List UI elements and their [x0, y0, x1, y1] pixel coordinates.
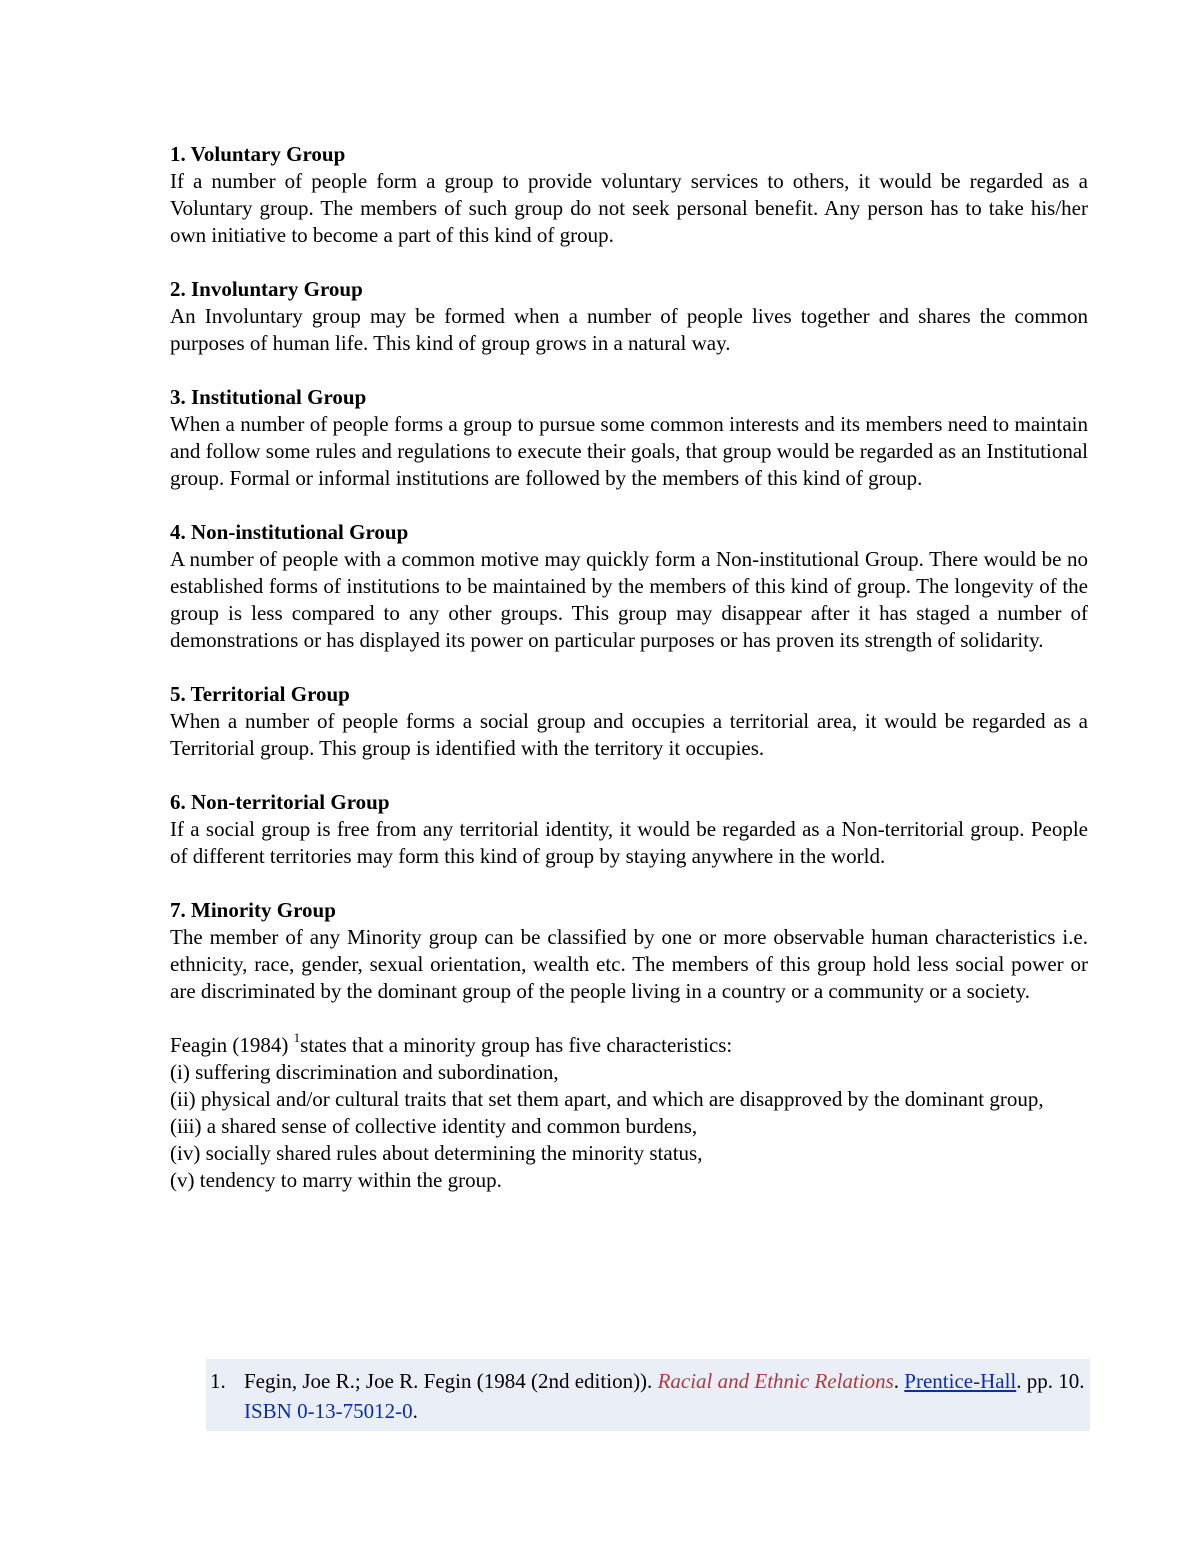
feagin-tail: states that a minority group has five characteristics: — [300, 1033, 733, 1057]
section-heading: 6. Non-territorial Group — [170, 790, 390, 814]
section-paragraph: When a number of people forms a social group and occupies a territorial area, it would be regarded as a Territorial group. This group is identified with the territory it occupies. — [170, 709, 1088, 760]
section-voluntary-group — [170, 141, 1088, 249]
section-heading: 1. Voluntary Group — [170, 142, 346, 166]
section-heading: 3. Institutional Group — [170, 385, 367, 409]
list-item: (i) suffering discrimination and subordination, — [170, 1060, 559, 1084]
section-heading: 5. Territorial Group — [170, 682, 350, 706]
list-item: (iv) socially shared rules about determining the minority status, — [170, 1141, 703, 1165]
reference-separator: . — [893, 1369, 905, 1393]
isbn-link[interactable]: ISBN 0-13-75012-0 — [244, 1399, 413, 1423]
list-item: (ii) physical and/or cultural traits that set them apart, and which are disapproved by the dominant group, — [170, 1087, 1044, 1111]
publisher-link[interactable]: Prentice-Hall — [904, 1369, 1017, 1393]
section-heading: 4. Non-institutional Group — [170, 520, 409, 544]
section-non-territorial-group — [170, 789, 1088, 870]
section-paragraph: An Involuntary group may be formed when a number of people lives together and shares the common purposes of human life. This kind of group grows in a natural way. — [170, 304, 1088, 355]
section-involuntary-group — [170, 276, 1088, 357]
footnote-reference[interactable]: 1 — [293, 1030, 301, 1045]
characteristics-list — [170, 1059, 1088, 1194]
section-paragraph: If a social group is free from any territorial identity, it would be regarded as a Non-territorial group. People of different territories may form this kind of group by staying anywhere in the world. — [170, 817, 1088, 868]
reference-title-link[interactable]: Racial and Ethnic Relations — [657, 1369, 894, 1393]
section-institutional-group — [170, 384, 1088, 492]
document-body — [170, 141, 1088, 1194]
reference-authors: Fegin, Joe R.; Joe R. Fegin (1984 (2nd edition)). — [244, 1369, 658, 1393]
reference-pages: . pp. 10. — [1016, 1369, 1085, 1393]
footnote-box — [206, 1359, 1090, 1431]
section-paragraph: A number of people with a common motive may quickly form a Non-institutional Group. There would be no established forms of institutions to be maintained by the members of this kind of group. The longevity of the group is less compared to any other groups. This group may disappear after it has staged a number of demonstrations or has displayed its power on particular purposes or has proven its strength of solidarity. — [170, 547, 1088, 652]
feagin-intro — [170, 1032, 1088, 1059]
section-paragraph: The member of any Minority group can be classified by one or more observable human characteristics i.e. ethnicity, race, gender, sexual orientation, wealth etc. The members of this group hold less social power or are discriminated by the dominant group of the people living in a country or a community or a society. — [170, 925, 1088, 1003]
section-heading: 2. Involuntary Group — [170, 277, 363, 301]
section-heading: 7. Minority Group — [170, 898, 336, 922]
section-paragraph: When a number of people forms a group to pursue some common interests and its members need to maintain and follow some rules and regulations to execute their goals, that group would be regarded as an Institutional group. Formal or informal institutions are followed by the members of this kind of group. — [170, 412, 1088, 490]
references-list — [206, 1359, 1090, 1426]
reference-end: . — [412, 1399, 418, 1423]
section-territorial-group — [170, 681, 1088, 762]
section-minority-group — [170, 897, 1088, 1005]
reference-number: 1. — [210, 1369, 226, 1393]
feagin-characteristics — [170, 1032, 1088, 1194]
list-item: (v) tendency to marry within the group. — [170, 1168, 502, 1192]
section-paragraph: If a number of people form a group to provide voluntary services to others, it would be regarded as a Voluntary group. The members of such group do not seek personal benefit. Any person has to take his/her own initiative to become a part of this kind of group. — [170, 169, 1088, 247]
section-non-institutional-group — [170, 519, 1088, 654]
reference-item — [206, 1366, 1090, 1426]
list-item: (iii) a shared sense of collective identity and common burdens, — [170, 1114, 698, 1138]
feagin-lead: Feagin (1984) — [170, 1033, 294, 1057]
